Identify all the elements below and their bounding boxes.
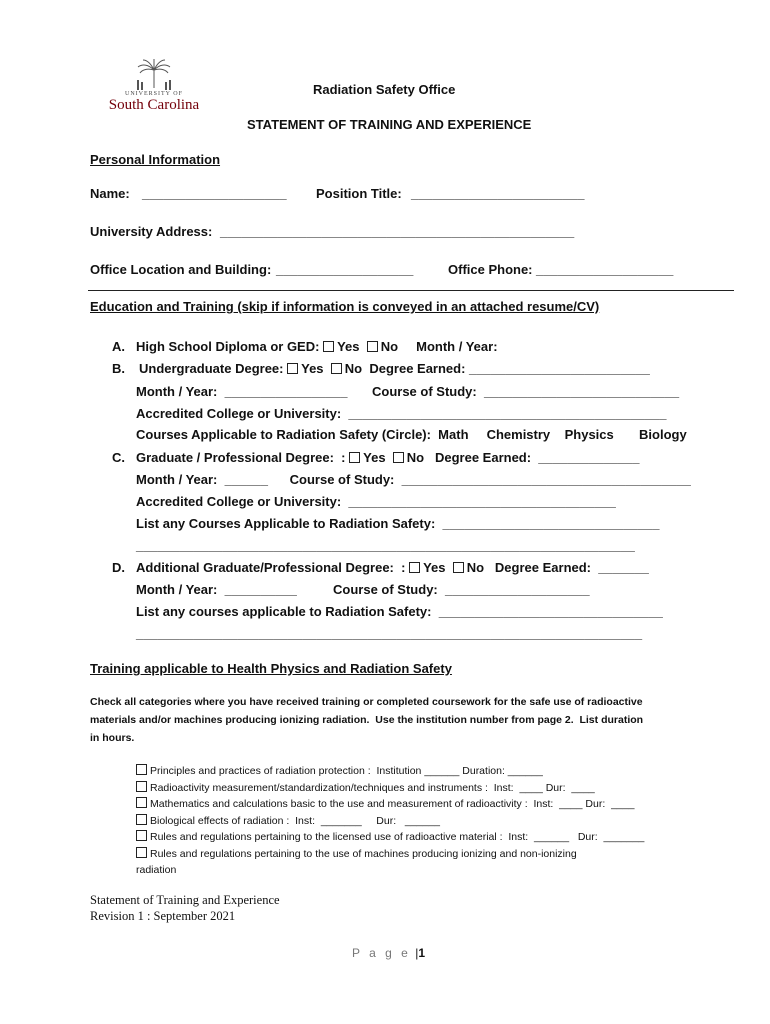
position-title-field[interactable]: ________________________	[411, 186, 585, 201]
training-item-5	[136, 830, 644, 843]
undergrad-month-field[interactable]: Month / Year: _________________	[136, 384, 348, 399]
grad-month-course-field[interactable]: Month / Year: ______ Course of Study: ________________________________________	[136, 472, 691, 487]
item-c-letter: C.	[112, 450, 125, 465]
training-checkbox-5[interactable]	[136, 830, 147, 841]
grad-degree-field[interactable]: Degree Earned: ______________	[434, 450, 640, 465]
training-checkbox-6[interactable]	[136, 847, 147, 858]
education-heading: Education and Training (skip if information is conveyed in an attached resume/CV)	[90, 299, 600, 314]
grad-college-field[interactable]: Accredited College or University: _____________________________________	[136, 494, 616, 509]
undergrad-yes-checkbox[interactable]	[287, 363, 298, 374]
position-title-label: Position Title:	[316, 186, 402, 201]
hs-diploma-row	[136, 339, 498, 354]
training-intro-line3: in hours.	[90, 732, 135, 744]
undergrad-college-field[interactable]: Accredited College or University: ____________________________________________	[136, 406, 667, 421]
training-item-1	[136, 764, 543, 777]
page-num-value: 1	[418, 946, 426, 960]
training-item-6	[136, 847, 577, 860]
training-item-label[interactable]: Principles and practices of radiation protection : Institution ______ Duration: ______	[150, 765, 543, 777]
grad-courses-blank[interactable]: _____________________________________________________________________	[136, 538, 635, 553]
hs-no-checkbox[interactable]	[367, 341, 378, 352]
page-separator: |	[415, 946, 419, 960]
additional-month-course-field[interactable]: Month / Year: __________ Course of Study: ____________________	[136, 582, 590, 597]
office-location-label: Office Location and Building:	[90, 262, 272, 277]
undergrad-yes-label: Yes	[301, 361, 324, 376]
office-title: Radiation Safety Office	[313, 82, 456, 97]
training-checkbox-1[interactable]	[136, 764, 147, 775]
training-item-label[interactable]: Biological effects of radiation : Inst: _______ Dur: ______	[150, 815, 440, 827]
name-label: Name:	[90, 186, 130, 201]
training-item-4	[136, 814, 440, 827]
grad-courses-field[interactable]: List any Courses Applicable to Radiation Safety: ______________________________	[136, 516, 660, 531]
section-divider	[88, 290, 734, 291]
training-checkbox-2[interactable]	[136, 781, 147, 792]
office-location-field[interactable]: ___________________	[276, 262, 414, 277]
additional-no-label: No	[466, 560, 485, 575]
training-intro-line2: materials and/or machines producing ionizing radiation. Use the institution number from page 2. List duration	[90, 714, 644, 726]
grad-yes-label: Yes	[363, 450, 386, 465]
undergrad-degree-field[interactable]: Degree Earned: _________________________	[369, 361, 650, 376]
training-item-3	[136, 797, 634, 810]
form-title: STATEMENT OF TRAINING AND EXPERIENCE	[247, 117, 532, 132]
grad-label: Graduate / Professional Degree: :	[136, 450, 346, 465]
hs-no-label: No	[380, 339, 399, 354]
additional-yes-label: Yes	[423, 560, 446, 575]
university-address-label: University Address:	[90, 224, 213, 239]
grad-no-checkbox[interactable]	[393, 452, 404, 463]
training-item-label[interactable]: Rules and regulations pertaining to the use of machines producing ionizing and non-ionizing	[150, 848, 577, 860]
grad-yes-checkbox[interactable]	[349, 452, 360, 463]
undergrad-course-field[interactable]: Course of Study: ___________________________	[372, 384, 680, 399]
office-phone-label: Office Phone:	[448, 262, 533, 277]
grad-row	[136, 450, 640, 465]
hs-yes-checkbox[interactable]	[323, 341, 334, 352]
name-field[interactable]: ____________________	[142, 186, 287, 201]
additional-courses-blank[interactable]: ______________________________________________________________________	[136, 626, 643, 641]
palmetto-icon	[100, 58, 208, 92]
additional-no-checkbox[interactable]	[453, 562, 464, 573]
footer-doc-title: Statement of Training and Experience	[90, 893, 280, 907]
logo-university-of: UNIVERSITY OF	[125, 91, 183, 97]
training-heading: Training applicable to Health Physics and Radiation Safety	[90, 661, 452, 676]
additional-grad-row	[136, 560, 649, 575]
item-b-letter: B.	[112, 361, 125, 376]
training-item-label[interactable]: Rules and regulations pertaining to the licensed use of radioactive material : Inst: ______ Dur: _______	[150, 831, 645, 843]
university-logo	[100, 58, 208, 116]
courses-circle-row[interactable]: Courses Applicable to Radiation Safety (Circle): Math Chemistry Physics Biology	[136, 427, 687, 442]
office-phone-field[interactable]: ___________________	[536, 262, 674, 277]
grad-no-label: No	[406, 450, 425, 465]
item-d-letter: D.	[112, 560, 125, 575]
additional-grad-label: Additional Graduate/Professional Degree: :	[136, 560, 406, 575]
university-address-field[interactable]: _________________________________________________	[220, 224, 575, 239]
personal-info-heading: Personal Information	[90, 152, 221, 167]
undergrad-no-label: No	[344, 361, 363, 376]
hs-diploma-label: High School Diploma or GED:	[136, 339, 320, 354]
hs-month-year-label: Month / Year:	[416, 339, 498, 354]
training-item-label[interactable]: Radioactivity measurement/standardization/techniques and instruments : Inst: ____ Dur: ____	[150, 782, 595, 794]
undergrad-no-checkbox[interactable]	[331, 363, 342, 374]
page-word: P a g e	[352, 946, 411, 960]
training-checkbox-3[interactable]	[136, 797, 147, 808]
training-intro-line1: Check all categories where you have received training or completed coursework for the safe use of radioactive	[90, 696, 643, 708]
additional-degree-field[interactable]: Degree Earned: _______	[494, 560, 649, 575]
undergrad-label: Undergraduate Degree:	[139, 361, 284, 376]
item-a-letter: A.	[112, 339, 125, 354]
undergrad-row	[139, 361, 650, 376]
training-item-6-continued: radiation	[136, 864, 177, 876]
footer-revision: Revision 1 : September 2021	[90, 909, 236, 923]
page-number	[352, 944, 425, 962]
training-item-2	[136, 781, 595, 794]
additional-courses-field[interactable]: List any courses applicable to Radiation Safety: _______________________________	[136, 604, 663, 619]
training-checkbox-4[interactable]	[136, 814, 147, 825]
logo-south-carolina: South Carolina	[108, 97, 200, 113]
training-item-label[interactable]: Mathematics and calculations basic to the use and measurement of radioactivity : Inst: ____ Dur: ____	[150, 798, 635, 810]
additional-yes-checkbox[interactable]	[409, 562, 420, 573]
hs-yes-label: Yes	[337, 339, 360, 354]
